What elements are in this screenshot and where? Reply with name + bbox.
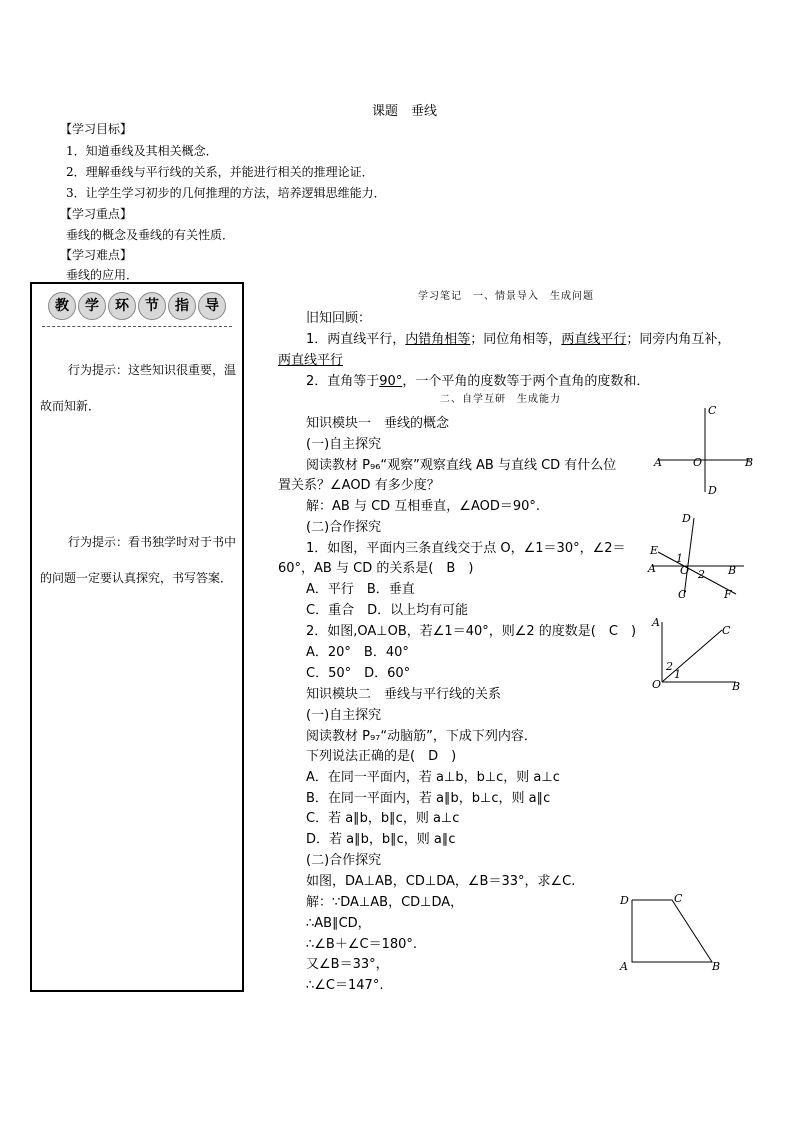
q2-options-2: C．50° D．60°: [306, 666, 411, 681]
review-line-1-cont: 两直线平行: [278, 353, 344, 368]
review-line-1: [306, 328, 730, 347]
difficulty-header: 【学习难点】: [60, 248, 133, 262]
fig-label: B: [728, 564, 737, 577]
objectives-header: 【学习目标】: [60, 122, 133, 136]
review-text: ；同位角相等，: [470, 332, 562, 347]
module2-option-c: C．若 a∥b，b∥c，则 a⊥c: [306, 811, 460, 826]
fig-label: D: [708, 484, 717, 497]
fig-label: D: [620, 894, 629, 907]
page-title: 课题 垂线: [372, 104, 438, 119]
fig-label: O: [680, 564, 690, 577]
guide-char: 学: [78, 292, 106, 320]
review-answer: 两直线平行: [561, 332, 627, 347]
guide-char: 节: [138, 292, 166, 320]
solution-line-5: ∴∠C＝147°.: [306, 978, 384, 993]
fig-label: D: [682, 512, 691, 525]
fig-label: A: [654, 456, 662, 469]
guide-char: 指: [168, 292, 196, 320]
module1-coop: (二)合作探究: [306, 520, 382, 535]
module2-option-a: A．在同一平面内，若 a⊥b，b⊥c，则 a⊥c: [306, 770, 560, 785]
solution-line-3: ∴∠B＋∠C＝180°.: [306, 937, 418, 952]
fig-label: C: [708, 404, 717, 417]
review-text: ；同旁内角互补，: [626, 332, 731, 347]
section1-header: 学习笔记 一、情景导入 生成问题: [418, 291, 594, 302]
guide-char: 教: [48, 292, 76, 320]
fig-label: A: [648, 562, 656, 575]
fig-label: 2: [698, 568, 705, 581]
module1-read-2: 置关系？∠AOD 有多少度？: [278, 478, 440, 493]
guide-char: 导: [198, 292, 226, 320]
module2-read: 阅读教材 P₉₇“动脑筋”，下成下列内容．: [306, 729, 537, 744]
figure-three-lines: [644, 512, 754, 602]
fig-label: F: [724, 588, 732, 601]
review-text: 2．直角等于: [306, 374, 380, 389]
fig-label: C: [722, 624, 731, 637]
fig-label: O: [693, 456, 703, 469]
module2-problem: 如图，DA⊥AB，CD⊥DA，∠B＝33°，求∠C.: [306, 874, 576, 889]
module2-question: 下列说法正确的是( D ): [306, 749, 457, 764]
guide-divider: [42, 326, 232, 327]
q1-options-1: A．平行 B．垂直: [306, 582, 415, 597]
review-line-2: [306, 370, 649, 389]
guide-title-banner: [48, 292, 228, 322]
objective-item-1: 1．知道垂线及其相关概念．: [66, 144, 218, 158]
module2-self-explore: (一)自主探究: [306, 708, 382, 723]
tip-review: 行为提示：这些知识很重要，温故而知新．: [40, 363, 237, 413]
objective-item-2: 2．理解垂线与平行线的关系，并能进行相关的推理论证．: [66, 165, 374, 179]
solution-line-2: ∴AB∥CD，: [306, 916, 371, 931]
difficulty-text: 垂线的应用．: [66, 268, 139, 282]
module2-coop: (二)合作探究: [306, 853, 382, 868]
fig-label: C: [674, 892, 683, 905]
fig-label: A: [620, 960, 628, 972]
tip-reading: 行为提示：看书独学时对于书中的问题一定要认真探究，书写答案．: [40, 535, 237, 585]
module2-option-b: B．在同一平面内，若 a∥b，b⊥c，则 a∥c: [306, 791, 551, 806]
fig-label: B: [732, 680, 741, 692]
fig-label: E: [650, 544, 659, 557]
q1-line-1: 1．如图，平面内三条直线交于点 O，∠1＝30°，∠2＝: [306, 541, 626, 556]
review-answer: 90°: [379, 374, 403, 389]
module1-title: 知识模块一 垂线的概念: [306, 416, 450, 431]
review-label: 旧知回顾：: [306, 311, 372, 326]
figure-right-angle: [648, 612, 748, 692]
solution-line-1: 解：∵DA⊥AB，CD⊥DA，: [306, 895, 464, 910]
fig-label: B: [745, 456, 754, 469]
key-point-text: 垂线的概念及垂线的有关性质．: [66, 228, 235, 242]
module1-read-1: 阅读教材 P₉₆“观察”观察直线 AB 与直线 CD 有什么位: [306, 458, 617, 473]
section2-header: 二、自学互研 生成能力: [440, 394, 561, 405]
fig-label: A: [652, 616, 660, 629]
module2-option-d: D．若 a∥b，b∥c，则 a∥c: [306, 832, 456, 847]
review-text: 1．两直线平行，: [306, 332, 406, 347]
module1-self-explore: (一)自主探究: [306, 437, 382, 452]
guide-char: 环: [108, 292, 136, 320]
objective-item-3: 3．让学生学习初步的几何推理的方法，培养逻辑思维能力．: [66, 186, 386, 200]
figure-trapezoid: [614, 888, 734, 972]
solution-line-4: 又∠B＝33°，: [306, 957, 389, 972]
key-point-header: 【学习重点】: [60, 207, 133, 221]
figure-perpendicular-lines: [650, 400, 760, 500]
q2-options-1: A．20° B．40°: [306, 645, 409, 660]
module1-answer: 解：AB 与 CD 互相垂直，∠AOD＝90°.: [306, 499, 541, 514]
fig-label: O: [652, 678, 662, 691]
fig-label: B: [712, 960, 721, 972]
q1-options-2: C．重合 D．以上均有可能: [306, 603, 469, 618]
review-answer: 内错角相等: [405, 332, 471, 347]
q2-line: 2．如图,OA⊥OB，若∠1＝40°，则∠2 的度数是( C ): [306, 624, 637, 639]
module2-title: 知识模块二 垂线与平行线的关系: [306, 687, 502, 702]
q1-line-2: 60°，AB 与 CD 的关系是( B ): [278, 561, 474, 576]
fig-label: 1: [676, 552, 683, 565]
fig-label: 1: [674, 668, 681, 681]
fig-label: C: [678, 588, 687, 601]
teaching-guide-box: [30, 282, 244, 992]
review-text: ，一个平角的度数等于两个直角的度数和．: [402, 374, 650, 389]
fig-label: 2: [666, 660, 673, 673]
